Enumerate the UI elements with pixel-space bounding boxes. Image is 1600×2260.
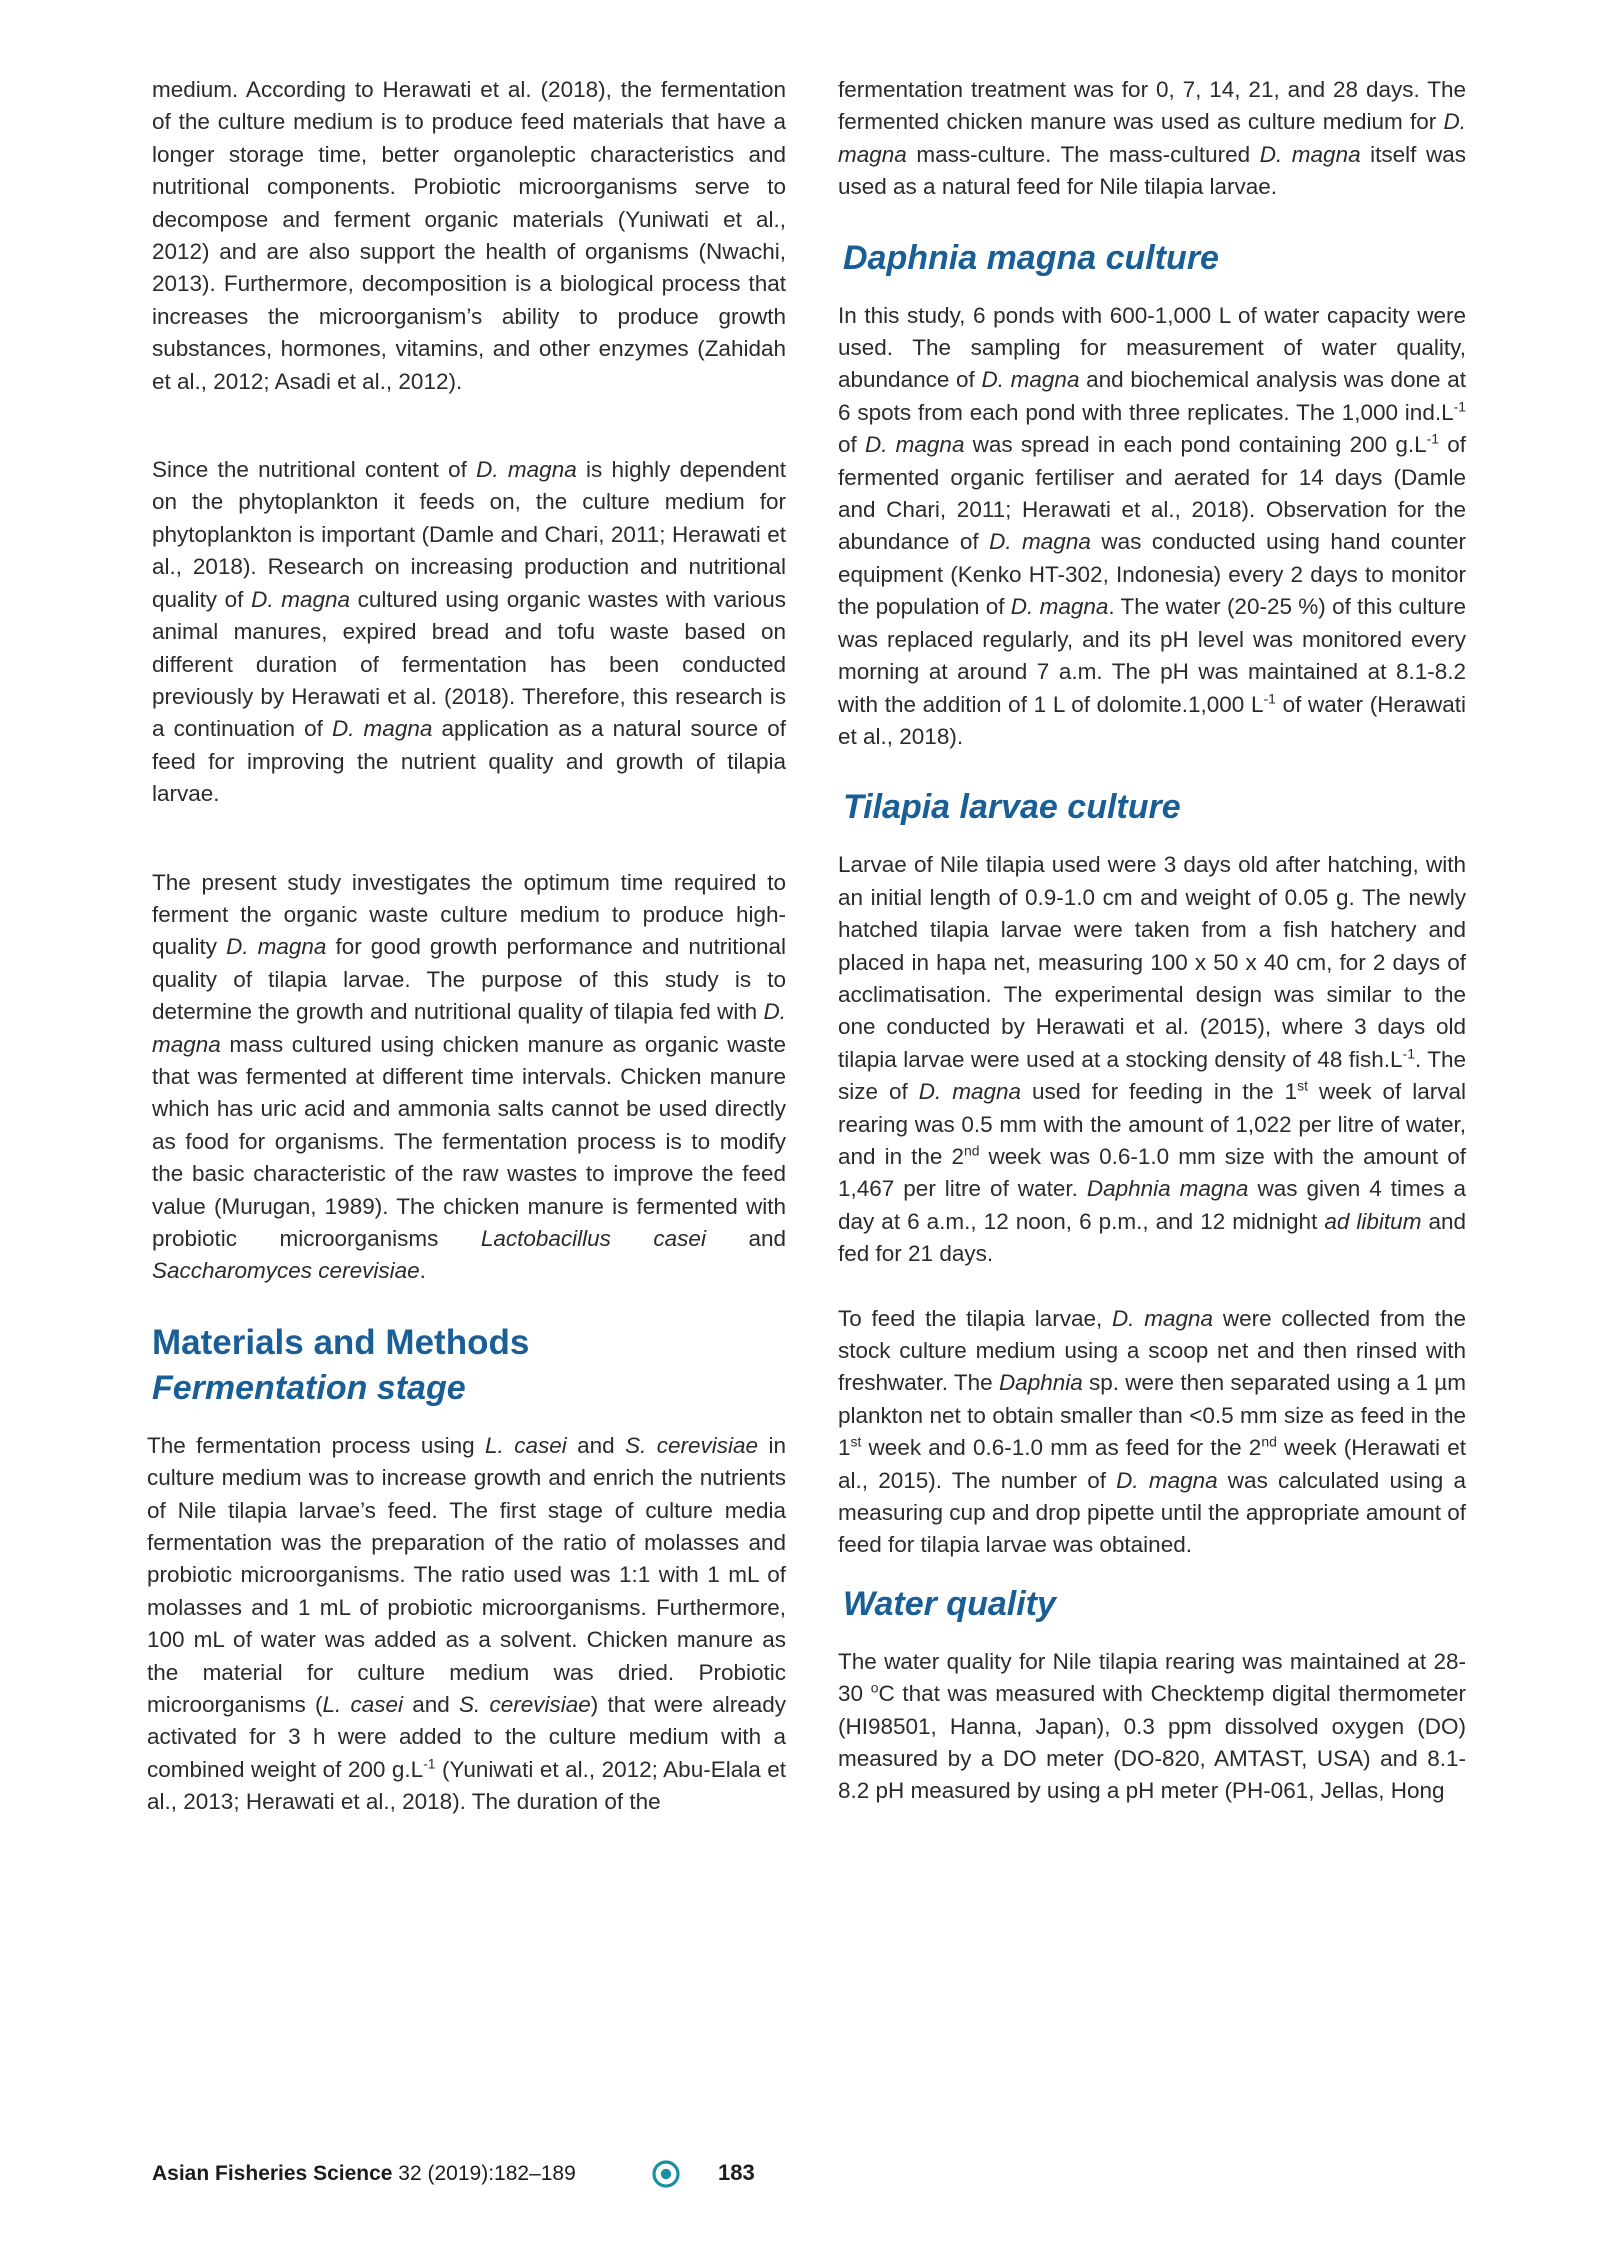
subsection-title: Tilapia larvae culture [843, 788, 1181, 827]
text-run: is highly dependent on the phytoplankton it feeds on, the culture medium for phytoplankton is important (Damle and Chari, 2011; Herawati et al., 2018). Research on increasing production and nutritional quality of [152, 457, 786, 612]
text-run: cultured using organic wastes with various animal manures, expired bread and tofu waste based on different duration of fermentation has been conducted previously by Herawati et al. (2018). Therefore, this research is a continuation of [152, 586, 786, 742]
text-run: . The water (20-25 %) of this culture was replaced regularly, and its pH level was monitored every morning at around 7 a.m. The pH was maintained at 8.1-8.2 with the addition of 1 L of dolomite.1,000 L [838, 594, 1466, 717]
subsection-title: Daphnia magna culture [843, 238, 1219, 277]
text-run: . The size of [838, 1046, 1466, 1105]
text-run: and [705, 1226, 786, 1251]
species-name: D. magna [331, 716, 433, 742]
species-name: Daphnia magna [1086, 1176, 1249, 1202]
paragraph [147, 1430, 786, 1819]
species-name: L. casei [485, 1432, 567, 1458]
superscript: -1 [423, 1755, 436, 1772]
text-run: was given 4 times a day at 6 a.m., 12 noon, 6 p.m., and 12 midnight [838, 1176, 1466, 1234]
text-run: . [419, 1258, 426, 1284]
left-column [147, 74, 787, 1819]
species-name: D. magna [864, 432, 965, 458]
species-name: D. magna [1259, 141, 1361, 167]
species-name: D. magna [1116, 1467, 1218, 1493]
superscript: st [850, 1433, 862, 1450]
paragraph [838, 300, 1466, 754]
paragraph [838, 74, 1466, 204]
page-number: 183 [718, 2160, 755, 2185]
superscript: o [870, 1679, 879, 1696]
text-run: To feed the tilapia larvae, [838, 1305, 1112, 1331]
volume-pages: 32 (2019):182–189 [392, 2162, 576, 2185]
superscript: nd [963, 1142, 980, 1159]
superscript: nd [1261, 1433, 1277, 1450]
subsection-title: Fermentation stage [152, 1368, 466, 1407]
superscript: -1 [1402, 1045, 1415, 1062]
text-run: application as a natural source of feed for improving the nutrient quality and growth of tilapia larvae. [152, 716, 786, 807]
text-run: of fermented organic fertiliser and aerated for 14 days (Damle and Chari, 2011; Herawati et al., 2018). Observation for the abundance of [838, 432, 1466, 555]
text-run: for good growth performance and nutritional quality of tilapia larvae. The purpose of this study is to determine the growth and nutritional quality of tilapia fed with [152, 934, 786, 1025]
text-run: of [838, 432, 865, 458]
species-name: Daphnia [998, 1370, 1083, 1396]
species-name: D. magna [981, 367, 1080, 393]
text-run: Since the nutritional content of [152, 457, 477, 483]
text-run: was spread in each pond containing 200 g.L [964, 432, 1427, 458]
text-run: in culture medium was to increase growth and enrich the nutrients of Nile tilapia larvae’s feed. The first stage of culture media fermentation was the preparation of the ratio of molasses and probiotic microorganisms. The ratio used was 1:1 with 1 mL of molasses and 1 mL of probiotic microorganisms. Furthermore, 100 mL of water was added as a solvent. Chicken manure as the material for culture medium was dried. Probiotic microorganisms ( [147, 1432, 786, 1718]
text-run: and biochemical analysis was done at 6 spots from each pond with three replicates. The 1,000 ind.L [838, 367, 1466, 425]
paragraph [152, 454, 786, 810]
superscript: -1 [1453, 398, 1466, 415]
text-run: The water quality for Nile tilapia rearing was maintained at 28-30 [838, 1648, 1466, 1707]
text-run: The fermentation process using [147, 1432, 486, 1458]
text-run: C that was measured with Checktemp digital thermometer (HI98501, Hanna, Japan), 0.3 ppm dissolved oxygen (DO) measured by a DO meter (DO-820, AMTAST, USA) and 8.1-8.2 pH measured by using a pH meter (PH-061, Jellas, Hong [838, 1681, 1466, 1804]
right-column [838, 74, 1466, 1808]
species-name: D. magna [918, 1079, 1022, 1105]
text-run: (Yuniwati et al., 2012; Abu-Elala et al., 2013; Herawati et al., 2018). The duration of the [147, 1756, 786, 1815]
text-run: was conducted using hand counter equipment (Kenko HT-302, Indonesia) every 2 days to monitor the population of [838, 529, 1466, 620]
circular-target-logo-icon [652, 2160, 680, 2188]
superscript: -1 [1426, 430, 1440, 447]
text-run: of water (Herawati et al., 2018). [838, 691, 1467, 749]
text-run: week (Herawati et al., 2015). The number of [838, 1435, 1466, 1493]
paragraph [838, 1303, 1466, 1562]
superscript: st [1297, 1077, 1308, 1094]
text-run: fermentation treatment was for 0, 7, 14, 21, and 28 days. The fermented chicken manure was used as culture medium for [838, 77, 1466, 135]
text-run: week of larval rearing was 0.5 mm with the amount of 1,022 per litre of water, and in the 2 [838, 1079, 1466, 1169]
species-name: Lactobacillus casei [480, 1226, 706, 1251]
paragraph [838, 849, 1466, 1270]
text-run: and [403, 1692, 459, 1718]
species-name: S. cerevisiae [625, 1432, 759, 1458]
text-run: week and 0.6-1.0 mm as feed for the 2 [861, 1435, 1262, 1461]
text-run: sp. were then separated using a 1 µm plankton net to obtain smaller than <0.5 mm size as feed in the 1 [838, 1370, 1466, 1461]
section-title: Materials and Methods [152, 1322, 530, 1362]
text-run: The present study investigates the optimum time required to ferment the organic waste culture medium to produce high-quality [152, 869, 786, 960]
paragraph [838, 1646, 1466, 1808]
paragraph [152, 74, 786, 398]
text-run: and [566, 1432, 626, 1458]
species-name: Saccharomyces cerevisiae [152, 1258, 420, 1284]
species-name: D. magna [152, 999, 786, 1057]
text-run: medium. According to Herawati et al. (2018), the fermentation of the culture medium is to produce feed materials that have a longer storage time, better organoleptic characteristics and nutritional components. Probiotic microorganisms serve to decompose and ferment organic materials (Yuniwati et al., 2012) and are also support the health of organisms (Nwachi, 2013). Furthermore, decomposition is a biological process that increases the microorganism’s ability to produce growth substances, hormones, vitamins, and other enzymes (Zahidah et al., 2012; Asadi et al., 2012). [152, 77, 786, 394]
subsection-title: Water quality [843, 1584, 1056, 1623]
species-name: D. magna [1010, 594, 1109, 620]
superscript: -1 [1263, 690, 1276, 706]
text-run: ) that were already activated for 3 h were added to the culture medium with a combined weight of 200 g.L [147, 1692, 787, 1782]
species-name: S. cerevisiae [459, 1692, 591, 1718]
paragraph [152, 867, 786, 1288]
species-name: D. magna [838, 109, 1466, 167]
footer-citation [152, 2159, 576, 2189]
species-name: D. magna [251, 586, 351, 612]
text-run: were collected from the stock culture medium using a scoop net and then rinsed with freshwater. The [838, 1305, 1466, 1396]
journal-name: Asian Fisheries Science [152, 2162, 393, 2185]
text-run: mass-culture. The mass-cultured [906, 141, 1260, 167]
text-run: Larvae of Nile tilapia used were 3 days old after hatching, with an initial length of 0.9-1.0 cm and weight of 0.05 g. The newly hatched tilapia larvae were taken from a fish hatchery and placed in hapa net, measuring 100 x 50 x 40 cm, for 2 days of acclimatisation. The experimental design was similar to the one conducted by Herawati et al. (2015), where 3 days old tilapia larvae were used at a stocking density of 48 fish.L [838, 852, 1466, 1072]
species-name: L. casei [322, 1692, 404, 1718]
species-name: D. magna [989, 529, 1091, 555]
species-name: D. magna [1112, 1305, 1214, 1331]
species-name: D. magna [476, 457, 577, 483]
text-run: week was 0.6-1.0 mm size with the amount of 1,467 per litre of water. [838, 1143, 1466, 1202]
latin-phrase: ad libitum [1324, 1208, 1422, 1234]
text-run: itself was used as a natural feed for Nile tilapia larvae. [838, 141, 1466, 200]
text-run: was calculated using a measuring cup and drop pipette until the appropriate amount of feed for tilapia larvae was obtained. [838, 1467, 1466, 1558]
text-run: In this study, 6 ponds with 600-1,000 L of water capacity were used. The sampling for measurement of water quality, abundance of [838, 302, 1466, 393]
text-run: mass cultured using chicken manure as organic waste that was fermented at different time intervals. Chicken manure which has uric acid and ammonia salts cannot be used directly as food for organisms. The fermentation process is to modify the basic characteristic of the raw wastes to improve the feed value (Murugan, 1989). The chicken manure is fermented with probiotic microorganisms [152, 1031, 786, 1251]
species-name: D. magna [226, 934, 327, 960]
text-run: used for feeding in the 1 [1021, 1079, 1298, 1105]
text-run: and fed for 21 days. [838, 1208, 1467, 1267]
